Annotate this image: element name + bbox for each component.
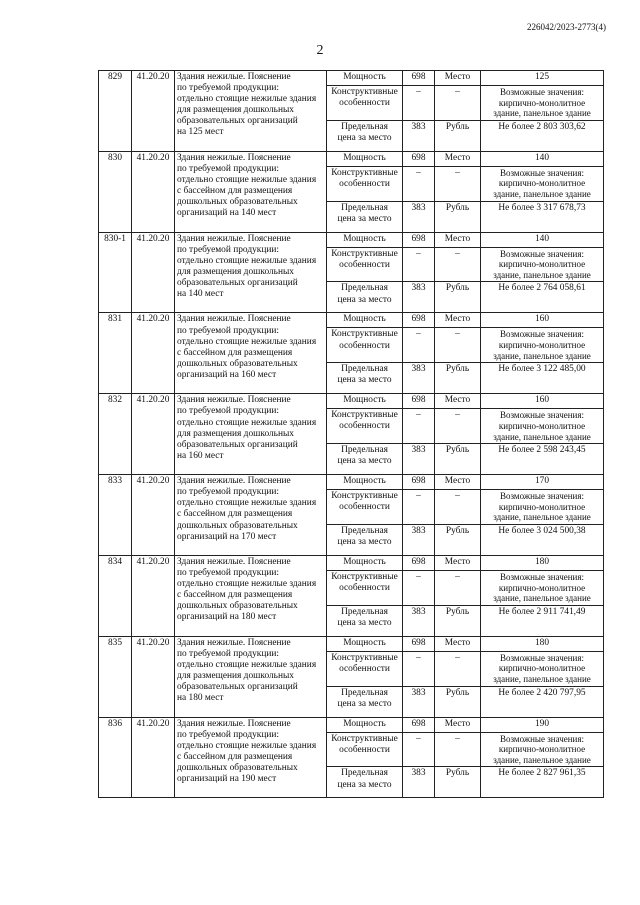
unit-code: 383 — [403, 767, 435, 798]
parameter-value — [481, 475, 604, 490]
text-line: Мощность — [343, 233, 386, 244]
okpd-code: 41.20.20 — [132, 313, 175, 394]
text-line: цена за место — [337, 213, 392, 224]
unit-name: – — [435, 732, 481, 767]
text-line: Не более 2 803 303,62 — [498, 121, 586, 132]
parameter-name — [327, 409, 403, 444]
text-line: Возможные значения: — [499, 248, 585, 259]
text-line: 170 — [534, 476, 550, 487]
row-number: 831 — [99, 313, 132, 394]
unit-name: Место — [435, 555, 481, 570]
text-line: отдельно стоящие нежилые здания — [177, 336, 317, 347]
text-line: 190 — [534, 718, 550, 729]
unit-code: – — [403, 166, 435, 201]
text-line: Конструктивные — [331, 329, 398, 340]
text-line: Здания нежилые. Пояснение — [177, 556, 291, 567]
text-line: дошкольных образовательных — [177, 197, 298, 208]
unit-name: Рубль — [435, 686, 481, 717]
unit-code: 698 — [403, 475, 435, 490]
product-name — [175, 475, 327, 556]
text-line: цена за место — [337, 537, 392, 548]
unit-name: Место — [435, 717, 481, 732]
parameter-name — [327, 232, 403, 247]
unit-code: 698 — [403, 151, 435, 166]
row-number: 833 — [99, 475, 132, 556]
parameter-name — [327, 247, 403, 282]
text-line: отдельно стоящие нежилые здания — [177, 417, 317, 428]
text-line: 180 — [534, 637, 550, 648]
page-number: 2 — [316, 43, 324, 58]
text-line: кирпично-монолитное — [498, 501, 586, 512]
text-line: цена за место — [337, 698, 392, 709]
text-line: Не более 2 764 058,61 — [498, 283, 586, 294]
okpd-code: 41.20.20 — [132, 151, 175, 232]
parameter-name — [327, 555, 403, 570]
text-line: Предельная — [341, 283, 388, 294]
text-line: особенности — [339, 502, 390, 513]
text-line: здание, панельное здание — [493, 108, 591, 119]
text-line: цена за место — [337, 375, 392, 386]
text-line: Возможные значения: — [499, 491, 585, 502]
parameter-value — [481, 232, 604, 247]
text-line: особенности — [339, 744, 390, 755]
text-line: по требуемой продукции: — [177, 568, 280, 579]
parameter-value — [481, 394, 604, 409]
text-line: организаций на 180 мест — [177, 612, 277, 623]
parameter-value — [481, 570, 604, 605]
text-line: Здания нежилые. Пояснение — [177, 637, 291, 648]
unit-name: Рубль — [435, 767, 481, 798]
text-line: 125 — [534, 72, 550, 82]
text-line: 160 — [534, 395, 550, 406]
unit-code: 383 — [403, 282, 435, 313]
text-line: Мощность — [343, 718, 386, 729]
text-line: Предельная — [341, 525, 388, 536]
unit-name: Рубль — [435, 363, 481, 394]
text-line: Конструктивные — [331, 733, 398, 744]
text-line: Мощность — [343, 395, 386, 406]
text-line: для размещения дошкольных — [177, 105, 294, 116]
text-line: здание, панельное здание — [493, 269, 591, 280]
text-line: с бассейном для размещения — [177, 590, 293, 601]
parameter-value — [481, 717, 604, 732]
parameter-name — [327, 120, 403, 151]
text-line: Конструктивные — [331, 410, 398, 421]
text-line: кирпично-монолитное — [498, 744, 586, 755]
text-line: особенности — [339, 583, 390, 594]
text-line: цена за место — [337, 456, 392, 467]
text-line: Предельная — [341, 121, 388, 132]
parameter-value — [481, 282, 604, 313]
parameter-value — [481, 555, 604, 570]
table-row — [99, 555, 604, 570]
unit-name: – — [435, 409, 481, 444]
text-line: Мощность — [343, 637, 386, 648]
unit-name: – — [435, 247, 481, 282]
parameter-value — [481, 71, 604, 86]
text-line: Мощность — [343, 72, 386, 82]
text-line: Возможные значения: — [499, 410, 585, 421]
unit-name: Место — [435, 151, 481, 166]
table-row — [99, 475, 604, 490]
parameter-name — [327, 605, 403, 636]
text-line: Возможные значения: — [499, 87, 585, 97]
text-line: Конструктивные — [331, 491, 398, 502]
parameter-value — [481, 732, 604, 767]
text-line: организаций на 140 мест — [177, 208, 277, 219]
text-line: с бассейном для размещения — [177, 347, 293, 358]
unit-code: 698 — [403, 394, 435, 409]
unit-name: – — [435, 86, 481, 121]
unit-code: – — [403, 86, 435, 121]
table-row — [99, 394, 604, 409]
text-line: дошкольных образовательных — [177, 601, 298, 612]
unit-name: – — [435, 570, 481, 605]
unit-code: 698 — [403, 232, 435, 247]
parameter-name — [327, 570, 403, 605]
table-body — [99, 71, 604, 798]
text-line: цена за место — [337, 779, 392, 790]
text-line: кирпично-монолитное — [498, 259, 586, 270]
text-line: здание, панельное здание — [493, 593, 591, 604]
text-line: организаций на 170 мест — [177, 531, 277, 542]
text-line: кирпично-монолитное — [498, 582, 586, 593]
unit-name: Место — [435, 71, 481, 86]
text-line: организаций на 160 мест — [177, 369, 277, 380]
text-line: отдельно стоящие нежилые здания — [177, 659, 317, 670]
parameter-name — [327, 767, 403, 798]
parameter-name — [327, 524, 403, 555]
parameter-name — [327, 151, 403, 166]
unit-code: 698 — [403, 717, 435, 732]
text-line: Здания нежилые. Пояснение — [177, 314, 291, 325]
text-line: Возможные значения: — [499, 652, 585, 663]
parameter-name — [327, 636, 403, 651]
text-line: Здания нежилые. Пояснение — [177, 395, 291, 406]
parameter-value — [481, 444, 604, 475]
text-line: 140 — [534, 152, 550, 163]
product-name — [175, 636, 327, 717]
text-line: образовательных организаций — [177, 682, 298, 693]
text-line: Конструктивные — [331, 652, 398, 663]
parameter-value — [481, 313, 604, 328]
unit-name: Рубль — [435, 524, 481, 555]
text-line: Мощность — [343, 556, 386, 567]
text-line: особенности — [339, 421, 390, 432]
text-line: кирпично-монолитное — [498, 420, 586, 431]
unit-code: – — [403, 490, 435, 525]
text-line: для размещения дошкольных — [177, 671, 294, 682]
parameter-name — [327, 71, 403, 86]
text-line: Предельная — [341, 202, 388, 213]
parameter-name — [327, 444, 403, 475]
text-line: для размещения дошкольных — [177, 266, 294, 277]
unit-code: 383 — [403, 363, 435, 394]
unit-name: – — [435, 328, 481, 363]
row-number: 835 — [99, 636, 132, 717]
parameter-name — [327, 717, 403, 732]
parameter-value — [481, 490, 604, 525]
text-line: организаций на 190 мест — [177, 774, 277, 785]
unit-code: – — [403, 328, 435, 363]
row-number: 830-1 — [99, 232, 132, 313]
unit-code: – — [403, 409, 435, 444]
table-row — [99, 71, 604, 86]
unit-code: – — [403, 247, 435, 282]
row-number: 836 — [99, 717, 132, 798]
unit-code: 698 — [403, 313, 435, 328]
text-line: Возможные значения: — [499, 167, 585, 178]
text-line: на 140 мест — [177, 289, 224, 300]
text-line: Предельная — [341, 687, 388, 698]
unit-name: – — [435, 651, 481, 686]
text-line: дошкольных образовательных — [177, 520, 298, 531]
unit-code: 698 — [403, 71, 435, 86]
text-line: Не более 3 024 500,38 — [498, 525, 586, 536]
text-line: здание, панельное здание — [493, 189, 591, 200]
unit-code: – — [403, 651, 435, 686]
text-line: Здания нежилые. Пояснение — [177, 476, 291, 487]
text-line: отдельно стоящие нежилые здания — [177, 498, 317, 509]
unit-name: Место — [435, 636, 481, 651]
text-line: цена за место — [337, 294, 392, 305]
text-line: по требуемой продукции: — [177, 648, 280, 659]
product-name — [175, 71, 327, 152]
table-row — [99, 636, 604, 651]
text-line: по требуемой продукции: — [177, 163, 280, 174]
text-line: Мощность — [343, 314, 386, 325]
parameter-value — [481, 524, 604, 555]
text-line: дошкольных образовательных — [177, 358, 298, 369]
parameter-value — [481, 651, 604, 686]
text-line: 180 — [534, 556, 550, 567]
unit-name: – — [435, 490, 481, 525]
text-line: кирпично-монолитное — [498, 97, 586, 108]
text-line: отдельно стоящие нежилые здания — [177, 579, 317, 590]
text-line: Не более 2 911 741,49 — [498, 606, 586, 617]
text-line: Конструктивные — [331, 167, 398, 178]
product-name — [175, 232, 327, 313]
unit-code: 698 — [403, 555, 435, 570]
product-name — [175, 717, 327, 798]
text-line: 160 — [534, 314, 550, 325]
text-line: Мощность — [343, 152, 386, 163]
unit-name: Место — [435, 475, 481, 490]
text-line: Возможные значения: — [499, 329, 585, 340]
text-line: Мощность — [343, 476, 386, 487]
text-line: 140 — [534, 233, 550, 244]
row-number: 834 — [99, 555, 132, 636]
text-line: Не более 2 420 797,95 — [498, 687, 586, 698]
product-name — [175, 394, 327, 475]
text-line: Возможные значения: — [499, 733, 585, 744]
parameter-value — [481, 636, 604, 651]
parameter-value — [481, 767, 604, 798]
text-line: особенности — [339, 259, 390, 270]
text-line: Возможные значения: — [499, 571, 585, 582]
text-line: здание, панельное здание — [493, 350, 591, 361]
text-line: образовательных организаций — [177, 116, 298, 127]
okpd-code: 41.20.20 — [132, 555, 175, 636]
text-line: Не более 2 598 243,45 — [498, 445, 586, 456]
okpd-code: 41.20.20 — [132, 717, 175, 798]
parameter-value — [481, 605, 604, 636]
okpd-code: 41.20.20 — [132, 475, 175, 556]
document-number: 226042/2023-2773(4) — [527, 22, 606, 32]
okpd-code: 41.20.20 — [132, 71, 175, 152]
parameter-value — [481, 247, 604, 282]
text-line: здание, панельное здание — [493, 512, 591, 523]
text-line: Здания нежилые. Пояснение — [177, 72, 291, 82]
parameter-value — [481, 363, 604, 394]
text-line: отдельно стоящие нежилые здания — [177, 175, 317, 186]
parameter-name — [327, 651, 403, 686]
text-line: здание, панельное здание — [493, 674, 591, 685]
text-line: Здания нежилые. Пояснение — [177, 233, 291, 244]
parameter-value — [481, 151, 604, 166]
table-row — [99, 151, 604, 166]
unit-name: Место — [435, 313, 481, 328]
unit-code: 383 — [403, 120, 435, 151]
text-line: на 180 мест — [177, 693, 224, 704]
okpd-code: 41.20.20 — [132, 394, 175, 475]
text-line: кирпично-монолитное — [498, 178, 586, 189]
parameter-name — [327, 475, 403, 490]
text-line: кирпично-монолитное — [498, 663, 586, 674]
unit-code: – — [403, 570, 435, 605]
text-line: отдельно стоящие нежилые здания — [177, 740, 317, 751]
text-line: по требуемой продукции: — [177, 244, 280, 255]
text-line: особенности — [339, 178, 390, 189]
text-line: Здания нежилые. Пояснение — [177, 152, 291, 163]
unit-code: – — [403, 732, 435, 767]
text-line: кирпично-монолитное — [498, 340, 586, 351]
parameter-name — [327, 394, 403, 409]
text-line: Не более 3 317 678,73 — [498, 202, 586, 213]
parameter-value — [481, 86, 604, 121]
text-line: Здания нежилые. Пояснение — [177, 718, 291, 729]
unit-code: 383 — [403, 524, 435, 555]
unit-code: 383 — [403, 686, 435, 717]
parameter-name — [327, 282, 403, 313]
text-line: особенности — [339, 663, 390, 674]
text-line: отдельно стоящие нежилые здания — [177, 94, 317, 105]
unit-name: Место — [435, 394, 481, 409]
text-line: Предельная — [341, 768, 388, 779]
parameter-name — [327, 201, 403, 232]
unit-code: 383 — [403, 605, 435, 636]
text-line: на 160 мест — [177, 450, 224, 461]
text-line: по требуемой продукции: — [177, 406, 280, 417]
text-line: Предельная — [341, 606, 388, 617]
table-row — [99, 232, 604, 247]
text-line: по требуемой продукции: — [177, 325, 280, 336]
text-line: образовательных организаций — [177, 439, 298, 450]
text-line: особенности — [339, 340, 390, 351]
okpd-code: 41.20.20 — [132, 232, 175, 313]
parameter-value — [481, 201, 604, 232]
table-row — [99, 717, 604, 732]
unit-code: 698 — [403, 636, 435, 651]
text-line: Конструктивные — [331, 87, 398, 97]
text-line: Предельная — [341, 445, 388, 456]
text-line: цена за место — [337, 617, 392, 628]
parameter-name — [327, 363, 403, 394]
parameter-name — [327, 86, 403, 121]
text-line: с бассейном для размещения — [177, 509, 293, 520]
text-line: Конструктивные — [331, 248, 398, 259]
row-number: 832 — [99, 394, 132, 475]
parameter-name — [327, 166, 403, 201]
text-line: дошкольных образовательных — [177, 763, 298, 773]
unit-name: Рубль — [435, 120, 481, 151]
unit-name: Рубль — [435, 282, 481, 313]
text-line: по требуемой продукции: — [177, 487, 280, 498]
text-line: Конструктивные — [331, 571, 398, 582]
unit-name: Место — [435, 232, 481, 247]
text-line: по требуемой продукции: — [177, 729, 280, 740]
text-line: Не более 2 827 961,35 — [498, 768, 586, 779]
parameter-name — [327, 686, 403, 717]
parameter-name — [327, 313, 403, 328]
unit-name: Рубль — [435, 444, 481, 475]
text-line: Предельная — [341, 364, 388, 375]
unit-code: 383 — [403, 444, 435, 475]
parameter-value — [481, 409, 604, 444]
unit-code: 383 — [403, 201, 435, 232]
text-line: образовательных организаций — [177, 278, 298, 289]
text-line: здание, панельное здание — [493, 431, 591, 442]
text-line: по требуемой продукции: — [177, 83, 280, 94]
table-row — [99, 313, 604, 328]
text-line: с бассейном для размещения — [177, 751, 293, 762]
text-line: с бассейном для размещения — [177, 186, 293, 197]
parameter-value — [481, 686, 604, 717]
product-name — [175, 555, 327, 636]
parameter-name — [327, 732, 403, 767]
parameter-name — [327, 328, 403, 363]
text-line: отдельно стоящие нежилые здания — [177, 255, 317, 266]
text-line: цена за место — [337, 132, 392, 143]
text-line: здание, панельное здание — [493, 754, 591, 765]
text-line: особенности — [339, 98, 390, 109]
text-line: на 125 мест — [177, 127, 224, 138]
product-name — [175, 151, 327, 232]
parameter-value — [481, 328, 604, 363]
product-name — [175, 313, 327, 394]
row-number: 829 — [99, 71, 132, 152]
products-table — [98, 70, 604, 798]
okpd-code: 41.20.20 — [132, 636, 175, 717]
parameter-name — [327, 490, 403, 525]
text-line: для размещения дошкольных — [177, 428, 294, 439]
parameter-value — [481, 166, 604, 201]
unit-name: – — [435, 166, 481, 201]
unit-name: Рубль — [435, 605, 481, 636]
unit-name: Рубль — [435, 201, 481, 232]
row-number: 830 — [99, 151, 132, 232]
parameter-value — [481, 120, 604, 151]
text-line: Не более 3 122 485,00 — [498, 364, 586, 375]
